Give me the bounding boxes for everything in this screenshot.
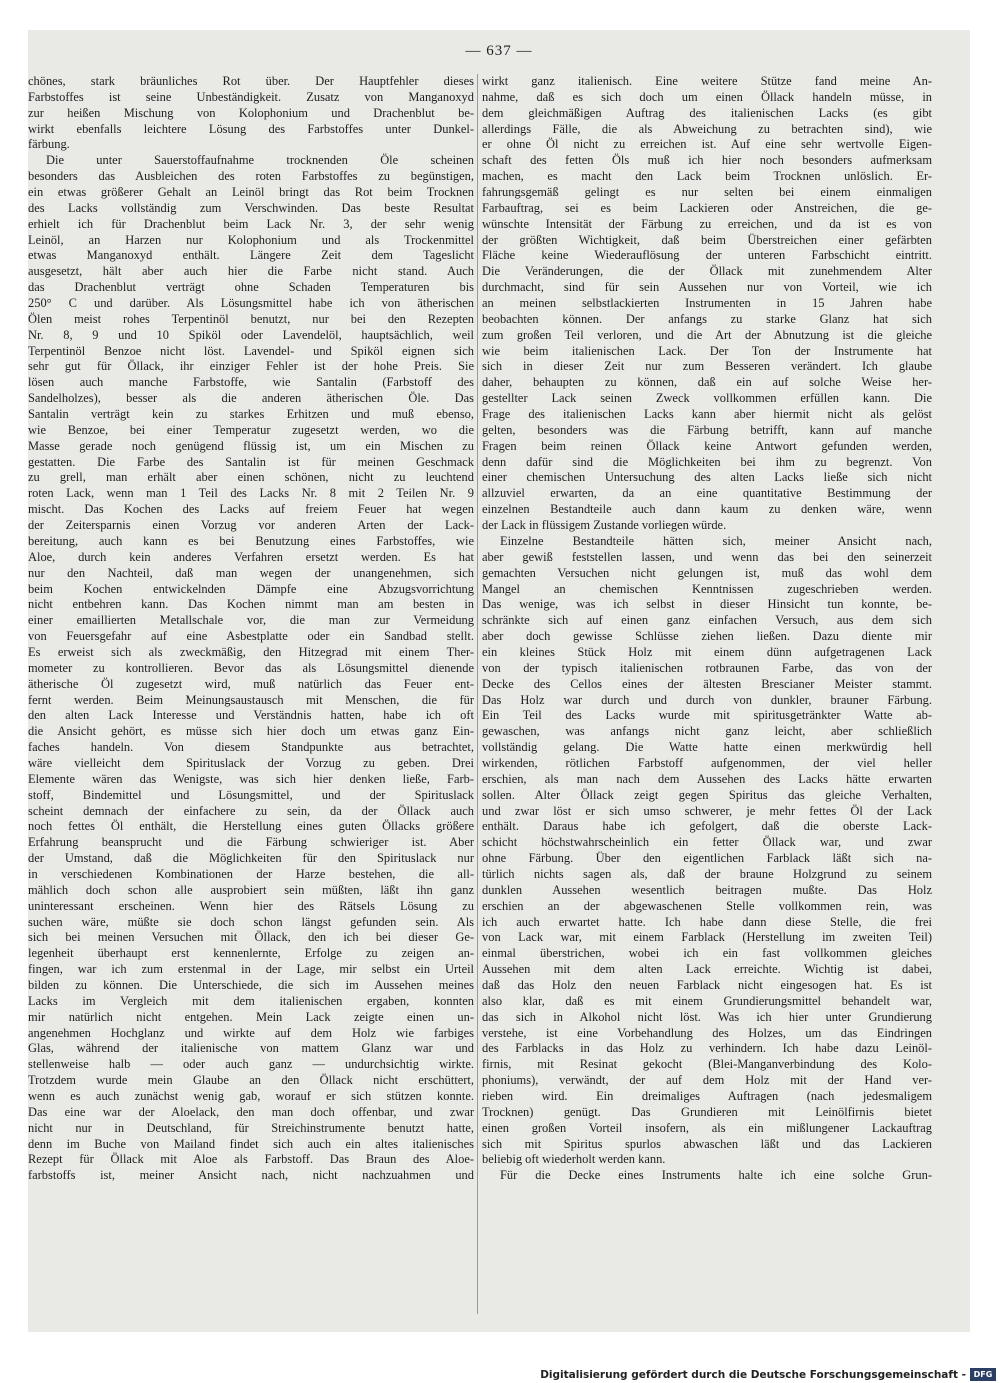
text-line: die Ansicht gehört, es müsse sich hier doch um etwas ganz Ein- xyxy=(28,724,474,739)
text-line: der Umstand, daß die Möglichkeiten für den Spirituslack nur xyxy=(28,851,474,866)
text-line: Glas, während der italienische von mattem Glanz war und xyxy=(28,1041,474,1056)
text-line: ausgesetzt, hält aber auch hier die Farbe nicht stand. Auch xyxy=(28,264,474,279)
text-line: von Lack war, mit einem Farblack (Herstellung im zweiten Teil) xyxy=(482,930,932,945)
text-line: noch fettes Öl enthält, die Herstellung eines guten Öllacks größere xyxy=(28,819,474,834)
text-line: beim Kochen entwickelnden Dämpfe eine Abzugsvorrichtung xyxy=(28,581,474,596)
text-line: vollständig gelang. Die Watte hatte einen merkwürdig hell xyxy=(482,740,932,755)
text-line: erschien, als man nach dem Aussehen des Lacks hätte erwarten xyxy=(482,771,932,786)
text-line: der Lack in flüssigem Zustande vorliegen würde. xyxy=(482,518,727,533)
text-line: zum großen Teil verloren, und die Art der Abnutzung ist die gleiche xyxy=(482,327,932,342)
text-line: verstehe, ist eine Vorbehandlung des Holzes, um das Eindringen xyxy=(482,1025,932,1040)
text-line: zu grell, man erhält aber einen schönen, nicht zu leuchtend xyxy=(28,470,474,485)
dfg-logo: DFG xyxy=(970,1368,996,1381)
text-line: schaft des fetten Öls muß ich hier noch besonders aufmerksam xyxy=(482,153,932,168)
text-line: färbung. xyxy=(28,137,70,152)
text-line: Farbauftrag, sei es beim Lackieren oder Anstreichen, die ge- xyxy=(482,200,932,215)
text-line: dunklen Aussehen wesentlich beitragen mußte. Das Holz xyxy=(482,882,932,897)
text-line: fernt werden. Beim Meinungsaustausch mit Menschen, die für xyxy=(28,692,474,707)
text-line: zur heißen Mischung von Kolophonium und Drachenblut be- xyxy=(28,105,474,120)
text-line: Aloe, durch kein anderes Verfahren ersetzt werden. Es hat xyxy=(28,549,474,564)
text-line: chönes, stark bräunliches Rot über. Der Hauptfehler dieses xyxy=(28,74,474,88)
text-line: Masse gerade noch genügend flüssig ist, um ein Mischen zu xyxy=(28,438,474,453)
text-line: stellenweise halb — oder auch ganz — undurchsichtig wirkte. xyxy=(28,1057,474,1072)
text-line: nahme, daß es sich doch um einen Öllack handeln müsse, in xyxy=(482,89,932,104)
text-line: nicht entbehren kann. Das Kochen nimmt man am besten in xyxy=(28,597,474,612)
text-line: 250° C und darüber. Als Lösungsmittel habe ich von ätherischen xyxy=(28,296,474,311)
text-line: Aussehen mit dem alten Lack erreichte. Wichtig ist dabei, xyxy=(482,962,932,977)
text-line: gewaschen, was anfangs nicht ganz leicht, aber schließlich xyxy=(482,724,932,739)
text-line: wirkt ganz italienisch. Eine weitere Stütze fand meine An- xyxy=(482,74,932,88)
text-line: Elemente wären das Wenigste, was sich hier denken ließe, Farb- xyxy=(28,771,474,786)
text-line: Fläche keine Wiederauflösung der unteren Farbschicht eintritt. xyxy=(482,248,932,263)
text-line: denn dafür sind die Möglichkeiten bei ihm zu begrenzt. Von xyxy=(482,454,932,469)
text-line: Santalin verträgt kein zu starkes Erhitzen und muß ebenso, xyxy=(28,407,474,422)
text-line: das sich in Alkohol nicht löst. Was ich hier unter Grundierung xyxy=(482,1009,932,1024)
digitization-footer xyxy=(540,1368,1000,1383)
text-line: und zwar löst er sich umso schwerer, je mehr fettes Öl der Lack xyxy=(482,803,932,818)
text-line: wirkt ebenfalls leichtere Lösung des Farbstoffes unter Dunkel- xyxy=(28,121,474,136)
footer-credit: Digitalisierung gefördert durch die Deutsche Forschungsgemeinschaft - xyxy=(540,1369,966,1381)
text-line: Decke des Cellos eines der ältesten Brescianer Meister stammt. xyxy=(482,676,932,691)
text-line: das Drachenblut verträgt ohne Schaden Temperaturen bis xyxy=(28,280,474,295)
text-line: beobachten können. Der anfangs zu starke Glanz hat sich xyxy=(482,311,932,326)
text-line: des Lacks vollständig zum Verschwinden. Das beste Resultat xyxy=(28,200,474,215)
text-line: Sandelholzes), besser als die anderen ätherischen Öle. Das xyxy=(28,391,474,406)
text-line: ätherische Öl zugesetzt wird, muß natürlich das Feuer ent- xyxy=(28,676,474,691)
text-line: daß das Holz den neuen Farblack nicht eingesogen hat. Es ist xyxy=(482,977,932,992)
text-line: einen großen Vorteil insofern, als ein mißlungener Lackauftrag xyxy=(482,1120,932,1135)
column-divider xyxy=(477,74,478,1314)
text-line: aber doch gewisse Schlüsse ziehen ließen. Dazu diente mir xyxy=(482,629,932,644)
text-line: durchmacht, sind für sein Aussehen nur von Vorteil, wie ich xyxy=(482,280,932,295)
text-line: den alten Lack Interesse und Verständnis hatten, habe ich oft xyxy=(28,708,474,723)
text-line: mir natürlich nicht entgehen. Mein Lack zeigte einen un- xyxy=(28,1009,474,1024)
left-text-column xyxy=(28,74,474,1184)
text-line: mischt. Das Kochen des Lacks auf freiem Feuer hat wegen xyxy=(28,502,474,517)
text-line: angenehmen Hochglanz und wirkte auf dem Holz wie farbiges xyxy=(28,1025,474,1040)
text-line: sollen. Alter Öllack zeigt gegen Spiritus das gleiche Verhalten, xyxy=(482,787,932,802)
text-line: suchen wäre, müßte sie doch schon längst gefunden sein. Als xyxy=(28,914,474,929)
text-line: machen, es macht den Lack beim Trocknen unlöslich. Er- xyxy=(482,169,932,184)
text-line: erschien an der abgewaschenen Stelle vollkommen rein, was xyxy=(482,898,932,913)
text-line: enthält. Daraus habe ich gefolgert, daß die oberste Lack- xyxy=(482,819,932,834)
text-line: Trocknen) genügt. Das Grundieren mit Leinölfirnis bietet xyxy=(482,1104,932,1119)
text-line: ohne Färbung. Über den eigentlichen Farblack läßt sich na- xyxy=(482,851,932,866)
text-line: nur den Nachteil, daß man wegen der unangenehmen, sich xyxy=(28,565,474,580)
text-line: allerdings Fälle, die als Abweichung zu betrachten sind), wie xyxy=(482,121,932,136)
text-line: türlich nichts sagen als, daß der braune Holzgrund zu seinem xyxy=(482,866,932,881)
text-line: gemachten Versuchen nicht gelungen ist, muß das wohl dem xyxy=(482,565,932,580)
text-line: Trotzdem wurde mein Glaube an den Öllack nicht erschüttert, xyxy=(28,1073,474,1088)
text-line: Einzelne Bestandteile hätten sich, meiner Ansicht nach, xyxy=(500,533,932,548)
text-line: Leinöl, an Harzen nur Kolophonium und als Trockenmittel xyxy=(28,232,474,247)
text-line: rieben wird. Ein dreimaliges Auftragen (nach jedesmaligem xyxy=(482,1089,932,1103)
text-line: wie beim italienischen Lack. Der Ton der Instrumente hat xyxy=(482,343,932,358)
text-line: gestatten. Die Farbe des Santalin ist für meinen Geschmack xyxy=(28,454,474,469)
text-line: also klar, daß es mit einem Grundierungsmittel behandelt war, xyxy=(482,993,932,1008)
text-line: aber gewiß feststellen lassen, und wenn das bei den seinerzeit xyxy=(482,549,932,564)
text-line: Es erweist sich als zweckmäßig, den Hitzegrad mit einem Ther- xyxy=(28,644,474,659)
text-line: Lacks im Vergleich mit dem italienischen ergaben, konnten xyxy=(28,993,474,1008)
text-line: Rezept für Öllack mit Aloe als Farbstoff. Das Braun des Aloe- xyxy=(28,1152,474,1167)
text-line: sich bei meinen Versuchen mit Öllack, den ich bei dieser Ge- xyxy=(28,930,474,945)
text-line: denn im Buche von Mailand findet sich auch ein altes italienisches xyxy=(28,1136,474,1151)
text-line: bilden zu können. Die Unterschiede, die sich im Aussehen meines xyxy=(28,977,474,992)
text-line: faches handeln. Von diesem Standpunkte aus betrachtet, xyxy=(28,740,474,755)
text-line: Erfahrung beansprucht und die Färbung schwieriger ist. Aber xyxy=(28,835,474,850)
text-line: stoff, Bindemittel und Lösungsmittel, und der Spirituslack xyxy=(28,787,474,802)
text-line: etwas Manganoxyd enthält. Längere Zeit dem Tageslicht xyxy=(28,248,474,263)
text-line: sich in dieser Zeit nur zum Besseren verändert. Ich glaube xyxy=(482,359,932,374)
text-line: wirkenden, rötlichen Farbstoff aufgenommen, der viel heller xyxy=(482,755,932,770)
text-line: scheint demnach der einfachere zu sein, da der Öllack auch xyxy=(28,803,474,818)
text-line: besonders das Ausbleichen des roten Farbstoffes zu begünstigen, xyxy=(28,169,474,184)
text-line: sehr gut für Öllack, ihr einziger Fehler ist der hohe Preis. Sie xyxy=(28,359,474,374)
text-line: der Zeitersparnis einen Vorzug vor anderen Arten der Lack- xyxy=(28,518,474,533)
text-line: schicht höchstwahrscheinlich ein fetter Öllack war, und zwar xyxy=(482,835,932,850)
text-line: gestellter Lack seinen Zweck vollkommen erfüllen kann. Die xyxy=(482,391,932,406)
text-line: lösen auch manche Farbstoffe, wie Santalin (Farbstoff des xyxy=(28,375,474,390)
text-line: einer chemischen Untersuchung des alten Lacks ließe sich nicht xyxy=(482,470,932,485)
text-line: Farbstoffes ist seine Unbeständigkeit. Zusatz von Manganoxyd xyxy=(28,89,474,104)
text-line: wenn es auch zunächst wenig gab, worauf er sich stützen konnte. xyxy=(28,1089,474,1103)
text-line: von Feuersgefahr auf eine Asbestplatte oder ein Sandbad stellt. xyxy=(28,629,474,644)
text-line: der größten Wichtigkeit, daß beim Überstreichen einer gefärbten xyxy=(482,232,932,247)
text-line: bereitung, auch kann es bei Benutzung eines Farbstoffes, wie xyxy=(28,533,474,548)
text-line: Für die Decke eines Instruments halte ich eine solche Grun- xyxy=(500,1168,932,1183)
text-line: Das wenige, was ich selbst in dieser Hinsicht tun konnte, be- xyxy=(482,597,932,612)
text-line: uninteressant erscheinen. Wenn hier des Rätsels Lösung zu xyxy=(28,898,474,913)
scanned-page xyxy=(28,30,970,1332)
text-line: einzelnen Bestandteile auch dann kaum zu denken wäre, wenn xyxy=(482,502,932,517)
text-line: dem gleichmäßigen Auftrag des italienischen Lacks (es gibt xyxy=(482,105,932,120)
text-line: Nr. 8, 9 und 10 Spiköl oder Lavendelöl, hauptsächlich, weil xyxy=(28,327,474,342)
text-line: schränkte sich auf einen ganz einfachen Versuch, aus dem sich xyxy=(482,613,932,628)
text-line: von der typisch italienischen rotbraunen Farbe, das von der xyxy=(482,660,932,675)
text-line: daher, behaupten zu können, daß ein auf solche Weise her- xyxy=(482,375,932,390)
text-line: roten Lack, wenn man 1 Teil des Lacks Nr. 8 mit 2 Teilen Nr. 9 xyxy=(28,486,474,501)
text-line: ich auch erwartet hatte. Ich habe dann diese Stelle, die frei xyxy=(482,914,932,929)
text-line: wäre vielleicht dem Spirituslack der Vorzug zu geben. Drei xyxy=(28,755,474,770)
text-line: Ölen meist rohes Terpentinöl benutzt, nur bei den Rezepten xyxy=(28,311,474,326)
text-line: mählich doch schon alle ausprobiert sein müßten, läßt ihn ganz xyxy=(28,882,474,897)
text-line: Ein Teil des Lacks wurde mit spiritusgetränkter Watte ab- xyxy=(482,708,932,723)
text-line: phoniums), verwändt, der auf dem Holz mit der Hand ver- xyxy=(482,1073,932,1088)
text-line: er ohne Öl nicht zu erreichen ist. Auf eine sehr wertvolle Eigen- xyxy=(482,137,932,152)
page-number: — 637 — xyxy=(465,43,533,59)
text-line: sich mit Spiritus spurlos abwaschen läßt und das Lackieren xyxy=(482,1136,932,1151)
text-line: an meinen selbstlackierten Instrumenten in 15 Jahren habe xyxy=(482,296,932,311)
text-line: beliebig oft wiederholt werden kann. xyxy=(482,1152,666,1167)
text-line: Terpentinöl Benzoe nicht löst. Lavendel- und Spiköl eignen sich xyxy=(28,343,474,358)
text-line: fingen, war ich zum erstenmal in der Lage, mir selbst ein Urteil xyxy=(28,962,474,977)
text-line: erhielt ich für Drachenblut beim Lack Nr. 3, der sehr wenig xyxy=(28,216,474,231)
text-line: wünschte Intensität der Färbung zu erreichen, und da ist es von xyxy=(482,216,932,231)
text-line: fahrungsgemäß gelingt es nur selten bei einem einmaligen xyxy=(482,185,932,200)
text-line: Frage des italienischen Lacks kann aber hiermit nicht als gelöst xyxy=(482,407,932,422)
text-line: Mangel an chemischen Kenntnissen zugeschrieben werden. xyxy=(482,581,932,596)
text-line: firnis, mit Resinat gekocht (Blei-Manganverbindung des Kolo- xyxy=(482,1057,932,1072)
text-line: Das eine war der Aloelack, den man doch offenbar, und zwar xyxy=(28,1104,474,1119)
text-line: gelten, besonders was die Färbung betrifft, kann auf manche xyxy=(482,422,932,437)
text-line: des Farblacks in das Holz zu verhindern. Ich habe dazu Leinöl- xyxy=(482,1041,932,1056)
text-line: ein etwas größerer Gehalt an Leinöl bringt das Rot beim Trocknen xyxy=(28,185,474,200)
text-line: allzuviel erwarten, da an eine quantitative Bestimmung der xyxy=(482,486,932,501)
text-line: legenheit überhaupt erst kennenlernte, Erfolge zu zeigen an- xyxy=(28,946,474,961)
text-line: Fragen beim reinen Öllack keine Antwort gefunden werden, xyxy=(482,438,932,453)
text-line: ein kleines Stück Holz mit einem dünn aufgetragenen Lack xyxy=(482,644,932,659)
text-line: wie Benzoe, bei einer Temperatur zugesetzt werden, wo die xyxy=(28,422,474,437)
text-line: einer emaillierten Metallschale vor, die man zur Vermeidung xyxy=(28,613,474,628)
text-line: Die unter Sauerstoffaufnahme trocknenden Öle scheinen xyxy=(46,153,474,168)
right-text-column xyxy=(482,74,932,1184)
text-line: nicht nur in Deutschland, für Streichinstrumente benutzt hatte, xyxy=(28,1120,474,1135)
text-line: farbstoffs ist, meiner Ansicht nach, nicht nachzuahmen und xyxy=(28,1168,474,1183)
text-line: in verschiedenen Kombinationen der Harze bestehen, die all- xyxy=(28,866,474,881)
text-line: Die Veränderungen, die der Öllack mit zunehmendem Alter xyxy=(482,264,932,279)
text-line: Das Holz war durch und durch von dunkler, brauner Färbung. xyxy=(482,692,932,707)
text-line: mometer zu kontrollieren. Bevor das als Lösungsmittel dienende xyxy=(28,660,474,675)
text-line: einmal überstrichen, wobei ich ein fast vollkommen gleiches xyxy=(482,946,932,961)
